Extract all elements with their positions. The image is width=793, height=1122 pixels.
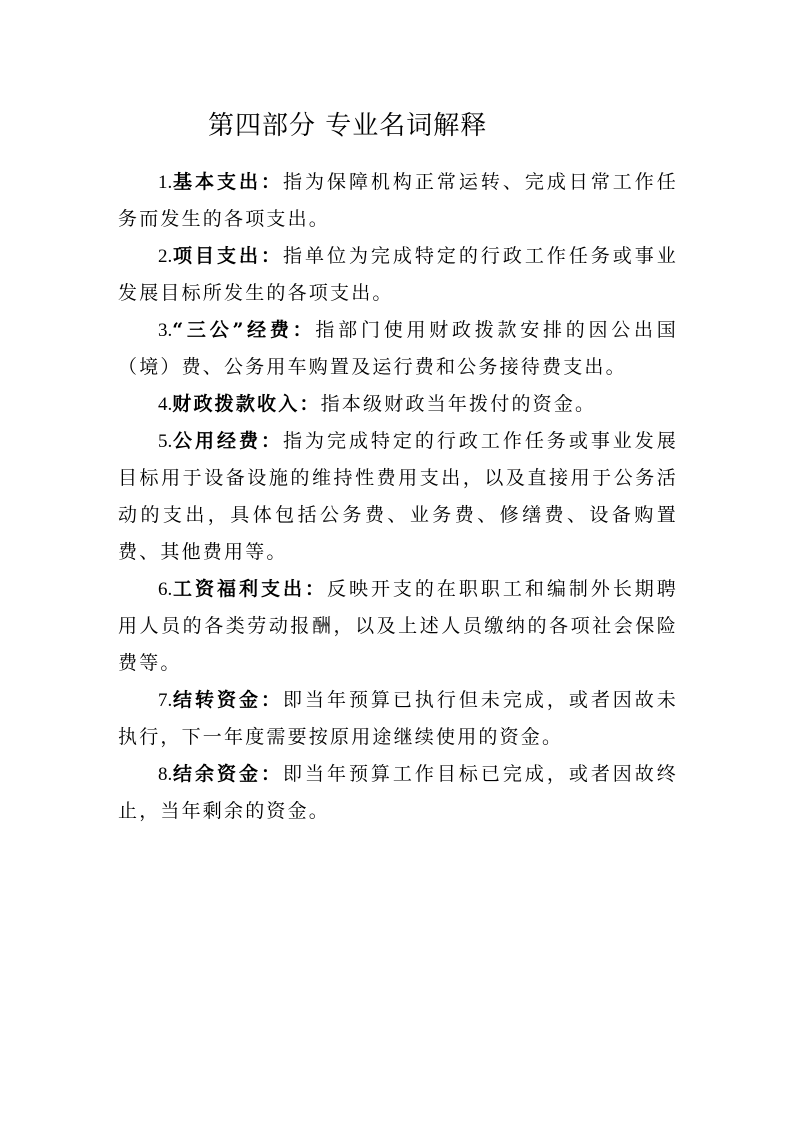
item-number: 3. xyxy=(158,320,173,341)
item-number: 7. xyxy=(158,690,173,711)
term-label: 公用经费： xyxy=(172,430,283,452)
definitions-list xyxy=(118,164,678,830)
definition-item xyxy=(118,164,678,238)
definition-item xyxy=(118,423,678,571)
term-label: 财政拨款收入： xyxy=(172,393,321,415)
item-number: 6. xyxy=(158,579,173,600)
term-label: 结余资金： xyxy=(172,763,283,785)
definition-item xyxy=(118,238,678,312)
term-label: 工资福利支出： xyxy=(172,578,327,600)
definition-item xyxy=(118,312,678,386)
term-definition: 指部门使用财政拨款安排的因公出国（境）费、公务用车购置及运行费和公务接待费支出。 xyxy=(118,319,678,378)
item-number: 5. xyxy=(158,431,173,452)
term-label: “三公”经费： xyxy=(172,319,316,341)
item-number: 4. xyxy=(158,394,173,415)
page-title: 第四部分 专业名词解释 xyxy=(208,111,488,141)
term-definition: 指为完成特定的行政工作任务或事业发展目标用于设备设施的维持性费用支出，以及直接用于公务活动的支出，具体包括公务费、业务费、修缮费、设备购置费、其他费用等。 xyxy=(118,430,678,563)
item-number: 8. xyxy=(158,764,173,785)
definition-item xyxy=(118,386,678,423)
definition-item xyxy=(118,682,678,756)
term-definition: 指为保障机构正常运转、完成日常工作任务而发生的各项支出。 xyxy=(118,171,678,230)
definition-item xyxy=(118,756,678,830)
term-label: 项目支出： xyxy=(172,245,283,267)
term-label: 结转资金： xyxy=(172,689,283,711)
term-definition: 即当年预算工作目标已完成，或者因故终止，当年剩余的资金。 xyxy=(118,763,678,822)
term-definition: 反映开支的在职职工和编制外长期聘用人员的各类劳动报酬，以及上述人员缴纳的各项社会保险费等。 xyxy=(118,578,679,674)
term-definition: 即当年预算已执行但未完成，或者因故未执行，下一年度需要按原用途继续使用的资金。 xyxy=(118,689,678,748)
item-number: 2. xyxy=(158,246,173,267)
term-label: 基本支出： xyxy=(172,171,283,193)
definition-item xyxy=(118,571,678,682)
term-definition: 指单位为完成特定的行政工作任务或事业发展目标所发生的各项支出。 xyxy=(118,245,678,304)
term-definition: 指本级财政当年拨付的资金。 xyxy=(320,393,597,415)
item-number: 1. xyxy=(158,172,173,193)
